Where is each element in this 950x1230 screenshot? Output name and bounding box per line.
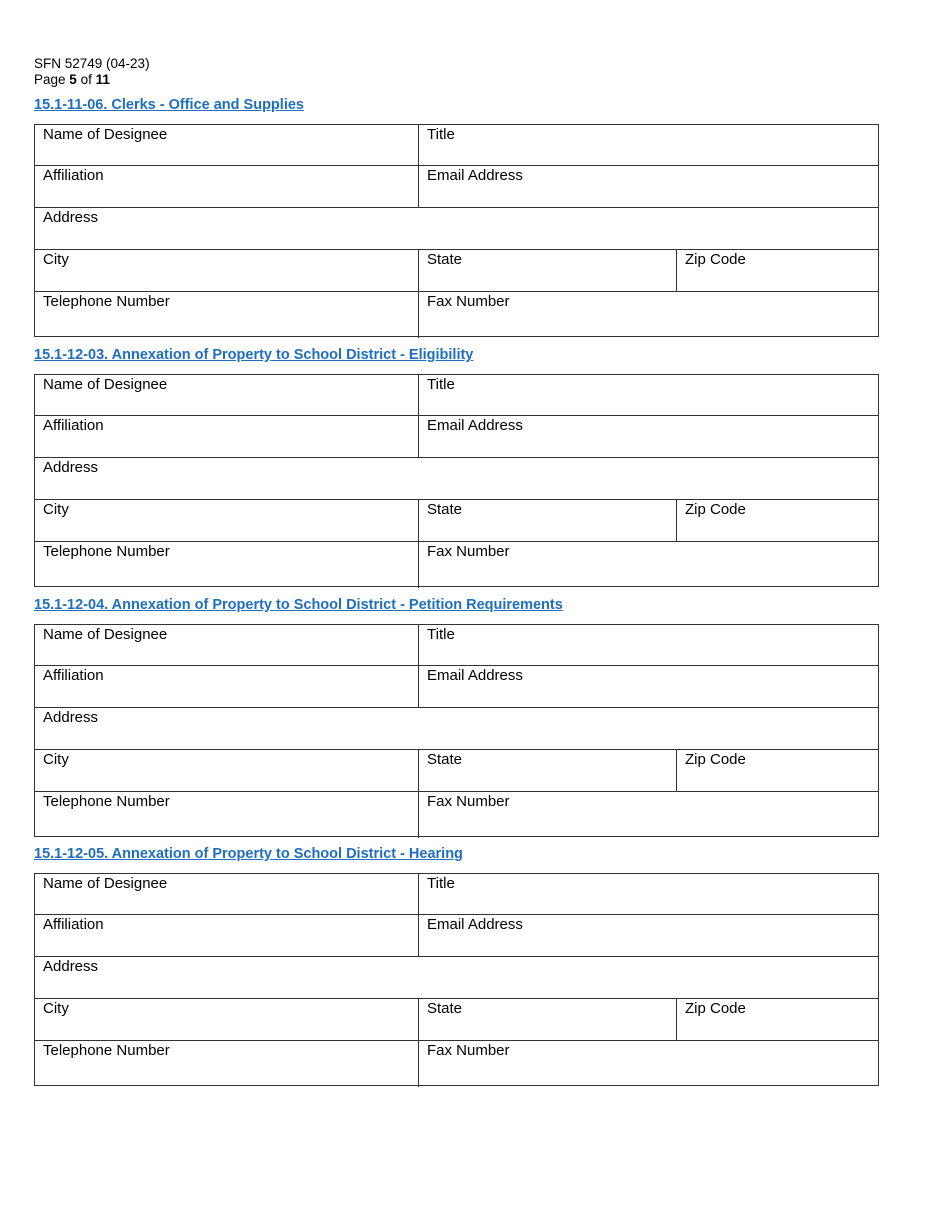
- field-label: Address: [43, 709, 99, 726]
- field-label: Title: [427, 376, 455, 393]
- field-label: Email Address: [427, 417, 523, 434]
- zip-code-field[interactable]: [677, 750, 878, 791]
- page-indicator: [34, 72, 150, 88]
- state-field[interactable]: [419, 750, 676, 791]
- fax-number-field[interactable]: [419, 542, 878, 586]
- telephone-number-field[interactable]: [35, 292, 418, 336]
- address-field[interactable]: [35, 208, 878, 249]
- fax-number-field[interactable]: [419, 1041, 878, 1085]
- name-of-designee-field[interactable]: [35, 625, 418, 665]
- title-field[interactable]: [419, 874, 878, 914]
- title-field[interactable]: [419, 625, 878, 665]
- title-field[interactable]: [419, 125, 878, 165]
- field-label: Email Address: [427, 167, 523, 184]
- designee-form-1: [34, 124, 879, 337]
- field-label: City: [43, 751, 69, 768]
- zip-code-field[interactable]: [677, 250, 878, 291]
- field-label: Telephone Number: [43, 543, 170, 560]
- page-of: of: [80, 72, 92, 87]
- field-label: City: [43, 1000, 69, 1017]
- field-label: Fax Number: [427, 793, 510, 810]
- designee-form-4: [34, 873, 879, 1086]
- zip-code-field[interactable]: [677, 500, 878, 541]
- affiliation-field[interactable]: [35, 666, 418, 707]
- field-label: State: [427, 1000, 463, 1017]
- designee-form-2: [34, 374, 879, 587]
- field-label: Fax Number: [427, 1042, 510, 1059]
- field-label: Telephone Number: [43, 793, 170, 810]
- city-field[interactable]: [35, 250, 418, 291]
- name-of-designee-field[interactable]: [35, 125, 418, 165]
- telephone-number-field[interactable]: [35, 792, 418, 836]
- field-label: Affiliation: [43, 667, 104, 684]
- email-address-field[interactable]: [419, 666, 878, 707]
- field-label: Address: [43, 958, 99, 975]
- field-label: Affiliation: [43, 916, 104, 933]
- field-label: State: [427, 751, 463, 768]
- field-label: Zip Code: [685, 501, 746, 518]
- state-field[interactable]: [419, 500, 676, 541]
- field-label: Telephone Number: [43, 1042, 170, 1059]
- field-label: Title: [427, 875, 455, 892]
- state-field[interactable]: [419, 250, 676, 291]
- address-field[interactable]: [35, 458, 878, 499]
- name-of-designee-field[interactable]: [35, 874, 418, 914]
- field-label: Affiliation: [43, 417, 104, 434]
- field-label: Zip Code: [685, 251, 746, 268]
- email-address-field[interactable]: [419, 416, 878, 457]
- name-of-designee-field[interactable]: [35, 375, 418, 415]
- fax-number-field[interactable]: [419, 792, 878, 836]
- city-field[interactable]: [35, 999, 418, 1040]
- field-label: City: [43, 251, 69, 268]
- field-label: Telephone Number: [43, 293, 170, 310]
- address-field[interactable]: [35, 708, 878, 749]
- field-label: Address: [43, 209, 99, 226]
- section-title-2[interactable]: 15.1-12-03. Annexation of Property to School District - Eligibility: [34, 347, 474, 363]
- email-address-field[interactable]: [419, 915, 878, 956]
- fax-number-field[interactable]: [419, 292, 878, 336]
- zip-code-field[interactable]: [677, 999, 878, 1040]
- field-label: Email Address: [427, 916, 523, 933]
- city-field[interactable]: [35, 750, 418, 791]
- email-address-field[interactable]: [419, 166, 878, 207]
- section-title-1[interactable]: 15.1-11-06. Clerks - Office and Supplies: [34, 97, 304, 113]
- telephone-number-field[interactable]: [35, 542, 418, 586]
- field-label: State: [427, 251, 463, 268]
- field-label: Title: [427, 126, 455, 143]
- city-field[interactable]: [35, 500, 418, 541]
- field-label: Zip Code: [685, 751, 746, 768]
- form-header: [34, 56, 150, 88]
- affiliation-field[interactable]: [35, 166, 418, 207]
- affiliation-field[interactable]: [35, 416, 418, 457]
- affiliation-field[interactable]: [35, 915, 418, 956]
- page-total: 11: [95, 72, 110, 87]
- page-current: 5: [69, 72, 77, 87]
- field-label: Affiliation: [43, 167, 104, 184]
- address-field[interactable]: [35, 957, 878, 998]
- section-title-4[interactable]: 15.1-12-05. Annexation of Property to School District - Hearing: [34, 846, 463, 862]
- field-label: Name of Designee: [43, 875, 168, 892]
- designee-form-3: [34, 624, 879, 837]
- field-label: Title: [427, 626, 455, 643]
- field-label: Address: [43, 459, 99, 476]
- field-label: Fax Number: [427, 543, 510, 560]
- field-label: City: [43, 501, 69, 518]
- field-label: Name of Designee: [43, 626, 168, 643]
- telephone-number-field[interactable]: [35, 1041, 418, 1085]
- field-label: Email Address: [427, 667, 523, 684]
- form-number: SFN 52749 (04-23): [34, 56, 150, 71]
- field-label: Name of Designee: [43, 376, 168, 393]
- field-label: Fax Number: [427, 293, 510, 310]
- title-field[interactable]: [419, 375, 878, 415]
- section-title-3[interactable]: 15.1-12-04. Annexation of Property to School District - Petition Requirements: [34, 597, 563, 613]
- field-label: State: [427, 501, 463, 518]
- page-prefix: Page: [34, 72, 66, 87]
- field-label: Zip Code: [685, 1000, 746, 1017]
- state-field[interactable]: [419, 999, 676, 1040]
- field-label: Name of Designee: [43, 126, 168, 143]
